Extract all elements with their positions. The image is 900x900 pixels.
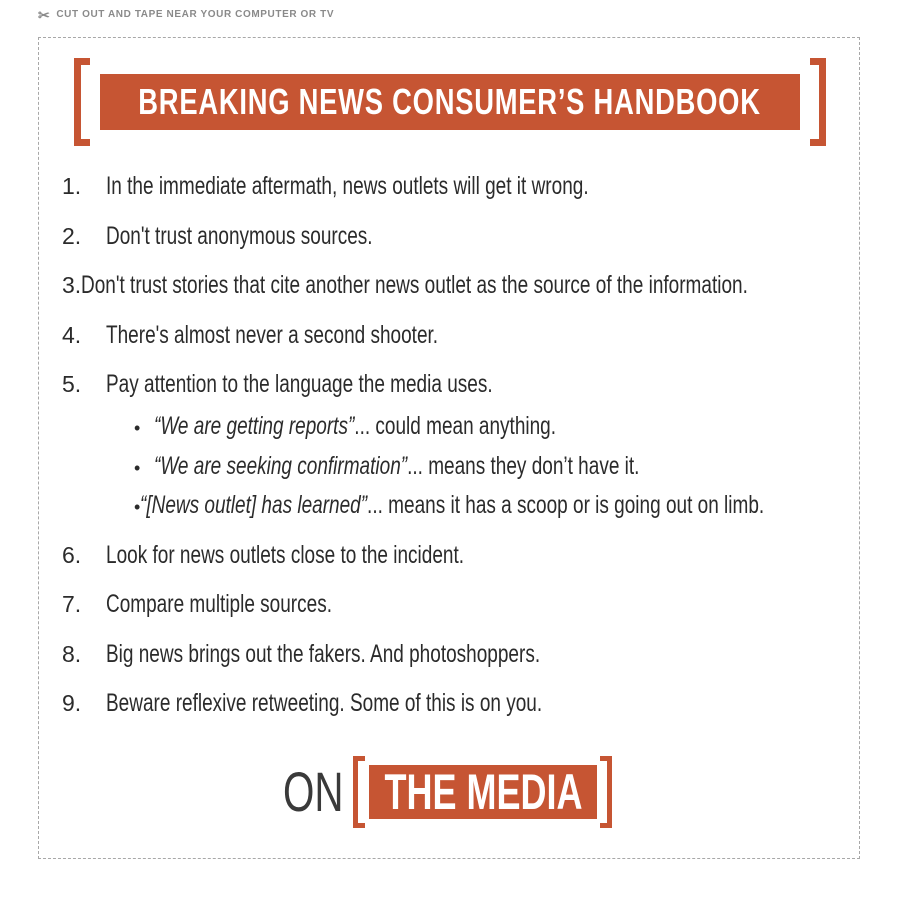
handbook-list bbox=[62, 172, 862, 739]
item-text: In the immediate aftermath, news outlets will get it wrong. bbox=[106, 172, 589, 200]
list-item bbox=[62, 541, 862, 591]
language-sublist bbox=[62, 412, 862, 531]
item-number: 4. bbox=[62, 321, 82, 348]
logo-on-text: ON bbox=[283, 760, 344, 823]
item-text: Pay attention to the language the media uses. bbox=[106, 370, 493, 398]
logo-right-bracket bbox=[600, 756, 612, 828]
list-item bbox=[62, 321, 862, 371]
cut-note bbox=[38, 6, 335, 23]
item-text: Look for news outlets close to the incident. bbox=[106, 540, 465, 569]
item-number: 9. bbox=[62, 690, 82, 716]
logo-the-media-text: THE MEDIA bbox=[384, 765, 582, 819]
sub-item-rest: ... means they don’t have it. bbox=[407, 451, 640, 480]
list-item bbox=[62, 590, 862, 640]
sub-item-text bbox=[154, 412, 556, 441]
title-banner bbox=[74, 58, 826, 146]
logo-box bbox=[369, 765, 597, 819]
list-item bbox=[62, 370, 862, 412]
bullet: • bbox=[134, 497, 141, 517]
sub-item-quote: “We are seeking confirmation” bbox=[154, 451, 408, 480]
item-text: There's almost never a second shooter. bbox=[106, 320, 439, 349]
sub-list-item bbox=[62, 412, 862, 452]
item-text: Big news brings out the fakers. And photoshoppers. bbox=[106, 639, 541, 668]
item-text: Don't trust anonymous sources. bbox=[106, 221, 373, 250]
on-the-media-logo bbox=[283, 756, 623, 828]
logo-left-bracket bbox=[353, 756, 365, 828]
sub-item-rest: ... could mean anything. bbox=[354, 412, 557, 440]
sub-item-quote: “We are getting reports” bbox=[154, 412, 355, 440]
item-number: 5. bbox=[62, 371, 82, 397]
item-text: Beware reflexive retweeting. Some of this is on you. bbox=[106, 689, 543, 717]
item-number: 6. bbox=[62, 541, 82, 568]
left-bracket bbox=[74, 58, 90, 146]
list-item bbox=[62, 640, 862, 690]
sub-list-item bbox=[62, 452, 862, 492]
right-bracket bbox=[810, 58, 826, 146]
list-item bbox=[62, 172, 862, 222]
item-text: Compare multiple sources. bbox=[106, 590, 332, 618]
sub-item-text bbox=[154, 452, 639, 481]
bullet: • bbox=[134, 457, 141, 478]
item-number: 7. bbox=[62, 591, 82, 617]
cut-note-text: CUT OUT AND TAPE NEAR YOUR COMPUTER OR TV bbox=[56, 9, 335, 20]
list-item bbox=[62, 271, 862, 321]
item-number: 2. bbox=[62, 222, 82, 249]
list-item bbox=[62, 689, 862, 739]
title-bar bbox=[100, 74, 800, 130]
sub-list-item bbox=[62, 491, 862, 531]
sub-item-text bbox=[140, 491, 764, 520]
item-number: 8. bbox=[62, 640, 82, 667]
item-text: Don't trust stories that cite another news outlet as the source of the information. bbox=[81, 271, 749, 299]
bullet: • bbox=[134, 418, 141, 438]
page-title: BREAKING NEWS CONSUMER’S HANDBOOK bbox=[138, 81, 762, 122]
sub-item-rest: ... means it has a scoop or is going out on limb. bbox=[367, 491, 765, 519]
scissors-icon: ✂ bbox=[38, 6, 51, 23]
sub-item-quote: “[News outlet] has learned” bbox=[140, 491, 368, 519]
list-item bbox=[62, 222, 862, 272]
item-number: 1. bbox=[62, 173, 82, 199]
item-number: 3. bbox=[62, 272, 82, 298]
